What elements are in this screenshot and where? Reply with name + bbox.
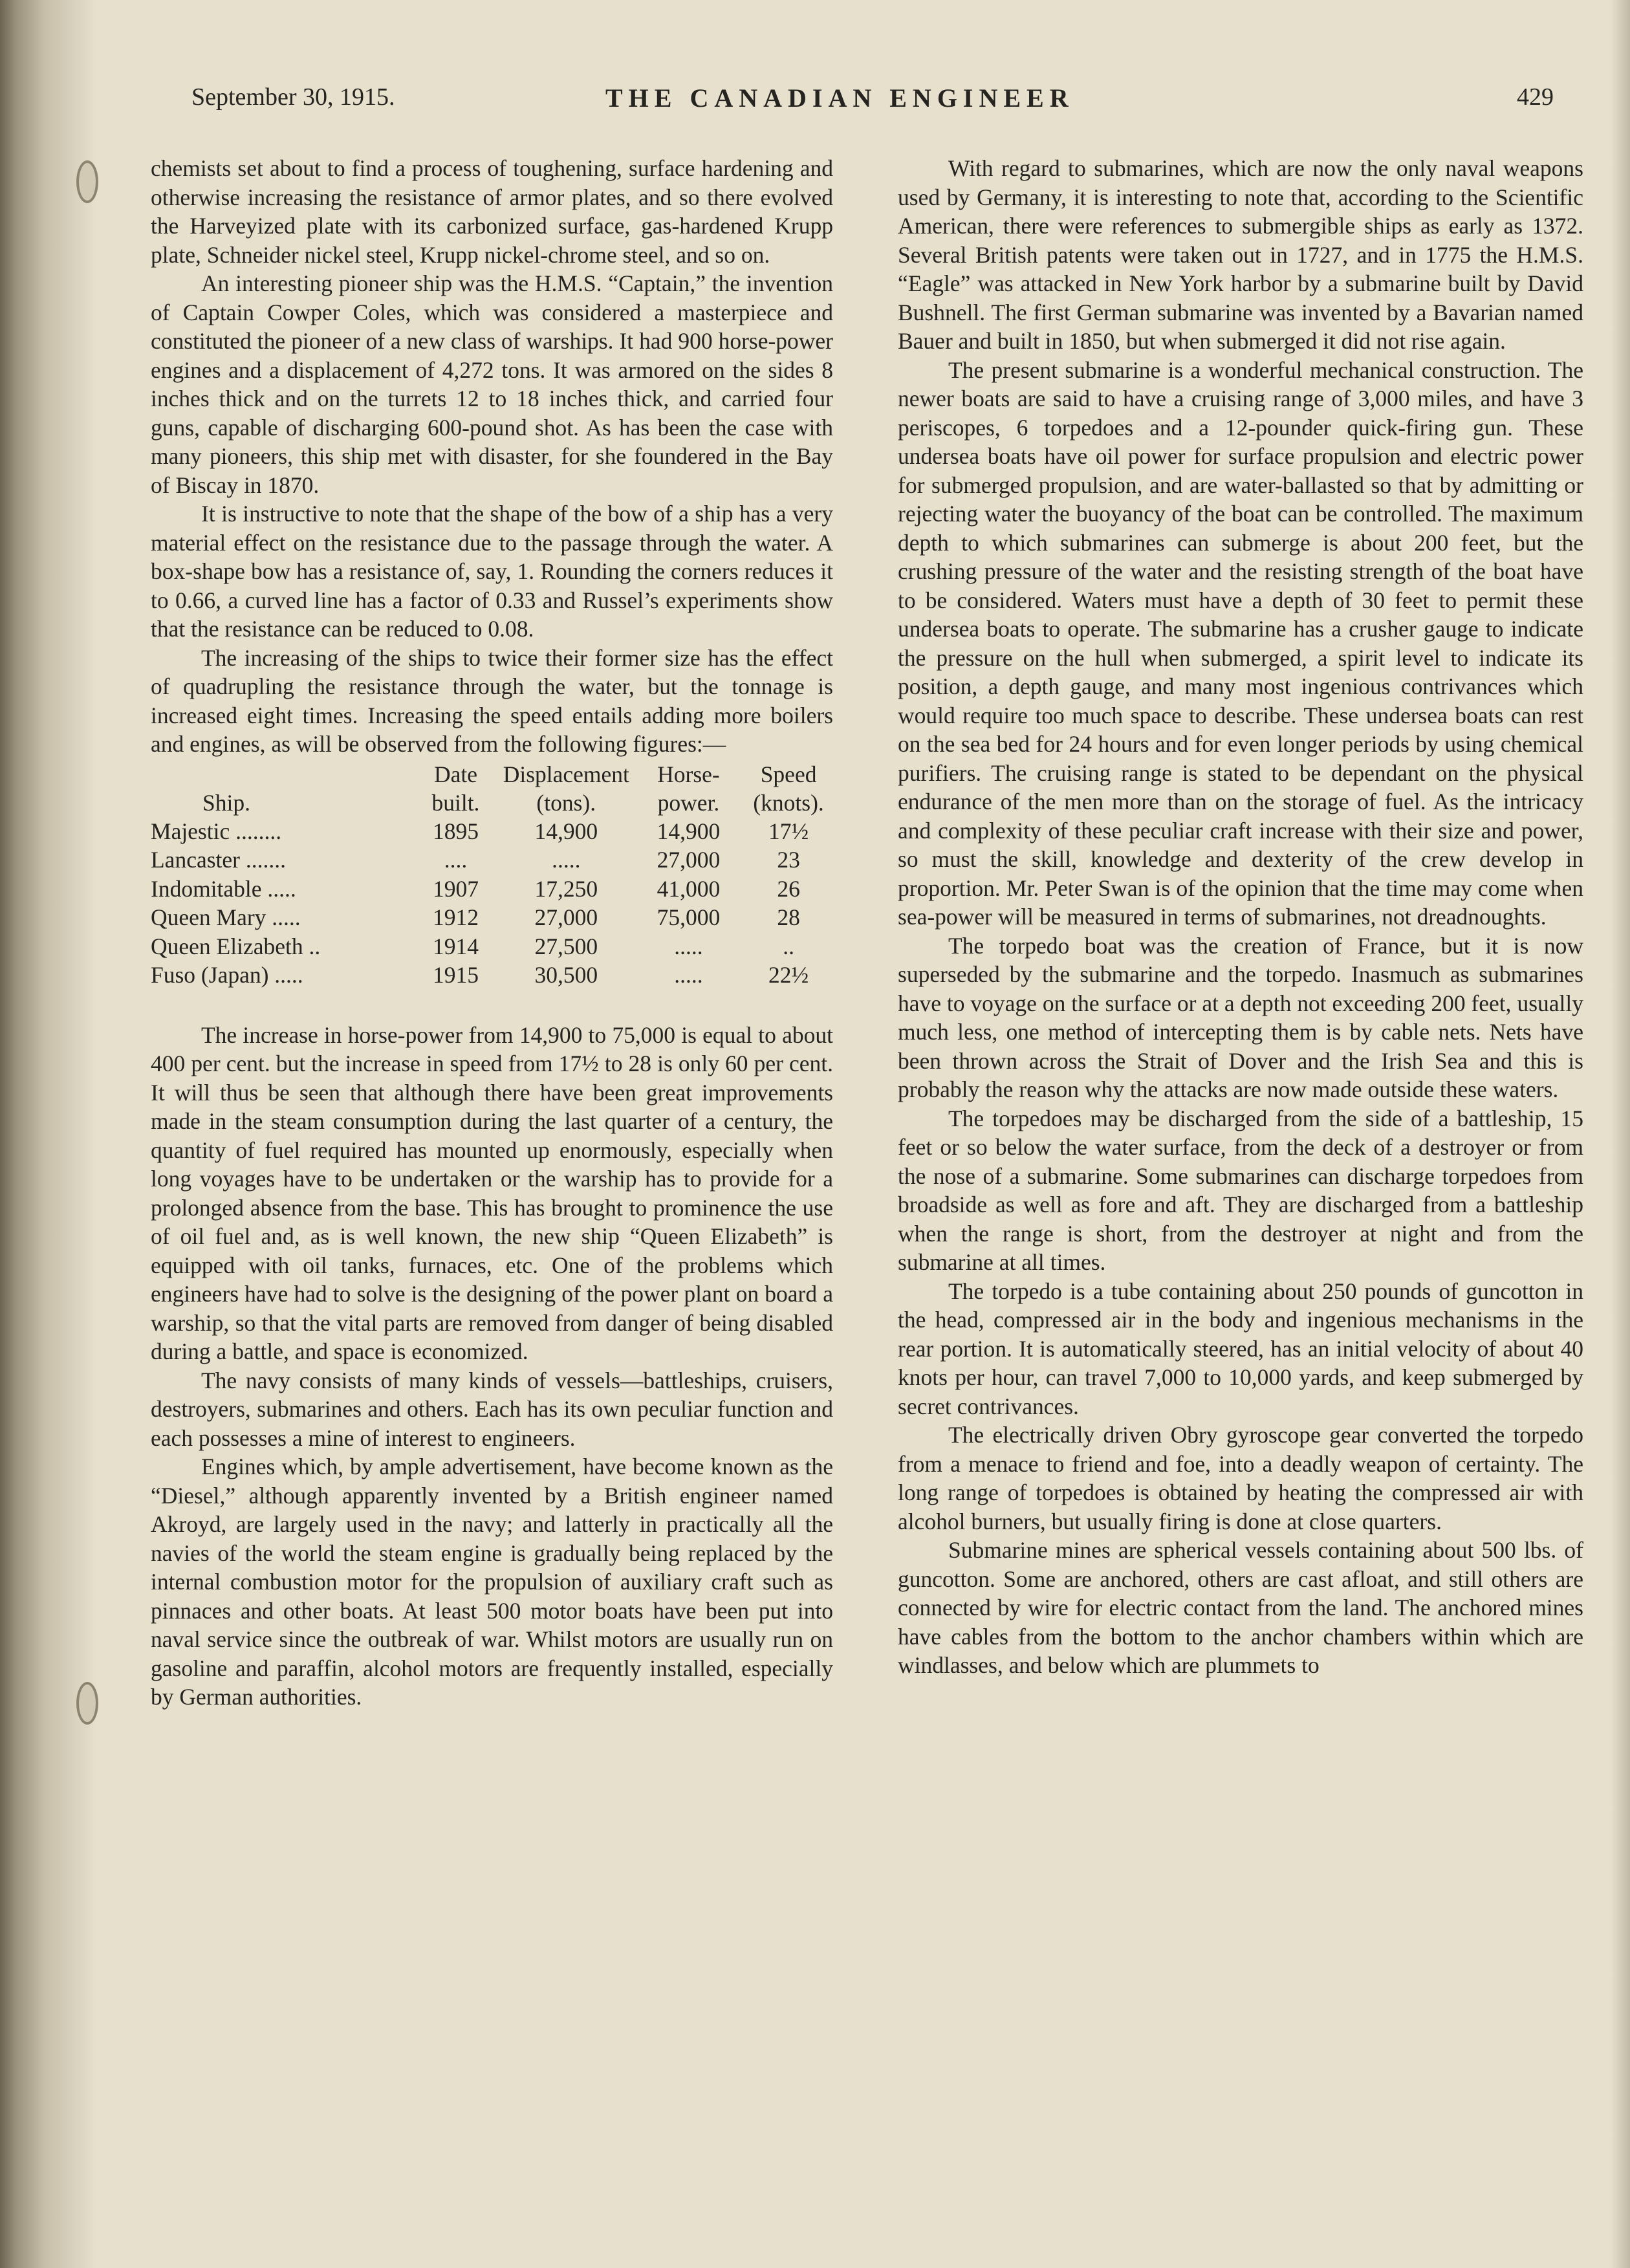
cell-horse-power: ..... bbox=[674, 933, 703, 959]
cell-displacement: 30,500 bbox=[534, 962, 598, 988]
page-number: 429 bbox=[1517, 83, 1554, 111]
cell-built: .... bbox=[444, 847, 468, 873]
right-paragraph-3: The torpedo boat was the creation of France, but it is now superseded by the submarine and the torpedo. Inasmuch as submarines have to voyage on the surface or at a depth not exceeding 200 feet, usually much less, one method of intercepting them is by cable nets. Nets have been thrown across the Strait of Dover and the Irish Sea and this is probably the reason why the attacks are now made outside these waters. bbox=[898, 932, 1583, 1102]
right-paragraph-7: Submarine mines are spherical vessels containing about 500 lbs. of guncotton. Some are anchored, others are cast afloat, and still others are connected by wire for electric contact from the land. The anchored mines have cables from the bottom to the anchor chambers within which are windlasses, and below which are plummets to bbox=[898, 1537, 1583, 1678]
running-header bbox=[191, 83, 1563, 122]
cell-ship: Majestic ........ bbox=[151, 818, 282, 844]
cell-speed: 26 bbox=[777, 875, 800, 902]
cell-speed: 22½ bbox=[768, 962, 809, 988]
cell-displacement: ..... bbox=[552, 847, 581, 873]
table-row bbox=[151, 845, 833, 875]
left-paragraph-7: Engines which, by ample advertisement, have become known as the “Diesel,” although apparently invented by a British engineer named Akroyd, are largely used in the navy; and latterly in practically all the navies of the world the steam engine is gradually being replaced by the internal combustion motor for the propulsion of auxiliary craft such as pinnaces and other boats. At least 500 motor boats have been put into naval service since the outbreak of war. Whilst motors are usually run on gasoline and paraffin, alcohol motors are frequently installed, especially by German authorities. bbox=[151, 1454, 833, 1710]
cell-horse-power: 41,000 bbox=[657, 875, 721, 902]
binding-hole-top bbox=[76, 160, 98, 203]
table-row bbox=[151, 932, 833, 961]
left-column bbox=[151, 154, 833, 1712]
left-paragraph-4: The increasing of the ships to twice their former size has the effect of quadrupling the resistance through the water, but the tonnage is increased eight times. Increasing the speed entails adding more boilers and engines, as will be observed from the following figures:— bbox=[151, 644, 833, 757]
right-paragraph-6: The electrically driven Obry gyroscope gear converted the torpedo from a menace to friend and foe, into a deadly weapon of certainty. The long range of torpedoes is obtained by heating the compressed air with alcohol burners, but usually firing is done at close quarters. bbox=[898, 1422, 1583, 1534]
right-column bbox=[898, 154, 1583, 1680]
ship-figures-table bbox=[151, 760, 833, 990]
header-date: September 30, 1915. bbox=[191, 83, 395, 111]
col-header-speed: Speed (knots). bbox=[753, 761, 824, 816]
cell-displacement: 17,250 bbox=[534, 875, 598, 902]
cell-displacement: 14,900 bbox=[534, 818, 598, 844]
book-spine-shadow bbox=[0, 0, 97, 2268]
cell-speed: 28 bbox=[777, 904, 800, 930]
cell-ship: Queen Elizabeth .. bbox=[151, 933, 321, 959]
cell-ship: Indomitable ..... bbox=[151, 875, 296, 902]
table-row bbox=[151, 817, 833, 846]
right-paragraph-2: The present submarine is a wonderful mechanical construction. The newer boats are said to have a cruising range of 3,000 miles, and have 3 periscopes, 6 torpedoes and a 12-pounder quick-firing gun. These undersea boats have oil power for surface propulsion and electric power for submerged propulsion, and are water-ballasted so that by admitting or rejecting water the buoyancy of the boat can be controlled. The maximum depth to which submarines can submerge is about 200 feet, but the crushing pressure of the water and the resisting strength of the boat have to be considered. Waters must have a depth of 30 feet to permit these undersea boats to operate. The submarine has a crusher gauge to indicate the pressure on the hull when submerged, a spirit level to indicate its position, a depth gauge, and many most ingenious contrivances which would require too much space to describe. These undersea boats can rest on the sea bed for 24 hours and for even longer periods by using chemical purifiers. The cruising range is stated to be dependant on the physical endurance of the men more than on the storage of fuel. As the intricacy and complexity of these peculiar craft increase with their size and power, so must the skill, knowledge and dexterity of the crew develop in proportion. Mr. Peter Swan is of the opinion that the time may come when sea-power will be measured in terms of submarines, not dreadnoughts. bbox=[898, 356, 1583, 930]
cell-displacement: 27,000 bbox=[534, 904, 598, 930]
cell-ship: Lancaster ....... bbox=[151, 847, 286, 873]
binding-hole-bottom bbox=[76, 1682, 98, 1725]
page-edge-shadow bbox=[1611, 0, 1630, 2268]
cell-built: 1907 bbox=[432, 875, 479, 902]
table-row bbox=[151, 903, 833, 932]
cell-horse-power: 14,900 bbox=[657, 818, 721, 844]
col-header-ship: Ship. bbox=[202, 789, 250, 816]
cell-speed: 17½ bbox=[768, 818, 809, 844]
cell-ship: Fuso (Japan) ..... bbox=[151, 962, 303, 988]
table-header-row bbox=[151, 760, 833, 817]
right-paragraph-1: With regard to submarines, which are now the only naval weapons used by Germany, it is interesting to note that, according to the Scientific American, there were references to submergible ships as early as 1372. Several British patents were taken out in 1727, and in 1775 the H.M.S. “Eagle” was attacked in New York harbor by a submarine built by David Bushnell. The first German submarine was invented by a Bavarian named Bauer and built in 1850, but when submerged it did not rise again. bbox=[898, 155, 1583, 354]
col-header-displacement: Displacement (tons). bbox=[503, 761, 629, 816]
table-row bbox=[151, 875, 833, 904]
journal-title: THE CANADIAN ENGINEER bbox=[605, 83, 1074, 113]
col-header-horse-power: Horse-power. bbox=[657, 761, 720, 816]
right-paragraph-5: The torpedo is a tube containing about 250 pounds of guncotton in the head, compressed air in the body and ingenious mechanisms in the rear portion. It is automatically steered, has an initial velocity of about 40 knots per hour, can travel 7,000 to 10,000 yards, and keep submerged by secret contrivances. bbox=[898, 1278, 1583, 1419]
cell-horse-power: 27,000 bbox=[657, 847, 721, 873]
cell-horse-power: ..... bbox=[674, 962, 703, 988]
cell-displacement: 27,500 bbox=[534, 933, 598, 959]
cell-speed: 23 bbox=[777, 847, 800, 873]
cell-built: 1914 bbox=[432, 933, 479, 959]
cell-built: 1895 bbox=[432, 818, 479, 844]
left-paragraph-3: It is instructive to note that the shape of the bow of a ship has a very material effect on the resistance due to the passage through the water. A box-shape bow has a resistance of, say, 1. Rounding the corners reduces it to 0.66, a curved line has a factor of 0.33 and Russel’s experiments show that the resistance can be reduced to 0.08. bbox=[151, 501, 833, 642]
right-paragraph-4: The torpedoes may be discharged from the side of a battleship, 15 feet or so below the water surface, from the deck of a destroyer or from the nose of a submarine. Some submarines can discharge torpedoes from broadside as well as fore and aft. They are discharged from a battleship when the range is short, from the destroyer at night and from the submarine at all times. bbox=[898, 1105, 1583, 1275]
cell-speed: .. bbox=[783, 933, 794, 959]
cell-horse-power: 75,000 bbox=[657, 904, 721, 930]
left-paragraph-2: An interesting pioneer ship was the H.M.S. “Captain,” the invention of Captain Cowper Coles, which was considered a masterpiece and constituted the pioneer of a new class of warships. It had 900 horse-power engines and a displacement of 4,272 tons. It was armored on the sides 8 inches thick and on the turrets 12 to 18 inches thick, and carried four guns, capable of discharging 600-pound shot. As has been the case with many pioneers, this ship met with disaster, for she foundered in the Bay of Biscay in 1870. bbox=[151, 270, 833, 498]
left-paragraph-6: The navy consists of many kinds of vessels—battleships, cruisers, destroyers, submarines and others. Each has its own peculiar function and each possesses a mine of interest to engineers. bbox=[151, 1367, 833, 1451]
cell-ship: Queen Mary ..... bbox=[151, 904, 301, 930]
left-paragraph-5: The increase in horse-power from 14,900 to 75,000 is equal to about 400 per cent. but the increase in speed from 17½ to 28 is only 60 per cent. It will thus be seen that although there have been great improvements made in the steam consumption during the last quarter of a century, the quantity of fuel required has mounted up enormously, especially when long voyages have to be undertaken or the warship has to provide for a prolonged absence from the base. This has brought to prominence the use of oil fuel and, as is well known, the new ship “Queen Elizabeth” is equipped with oil tanks, furnaces, etc. One of the problems which engineers have had to solve is the designing of the power plant on board a warship, so that the vital parts are removed from danger of being disabled during a battle, and space is economized. bbox=[151, 1021, 833, 1364]
table-row bbox=[151, 961, 833, 990]
cell-built: 1912 bbox=[432, 904, 479, 930]
col-header-date-built: Date built. bbox=[431, 761, 480, 816]
left-paragraph-1: chemists set about to find a process of toughening, surface hardening and otherwise increasing the resistance of armor plates, and so there evolved the Harveyized plate with its carbonized surface, gas-hardened Krupp plate, Schneider nickel steel, Krupp nickel-chrome steel, and so on. bbox=[151, 155, 833, 268]
cell-built: 1915 bbox=[432, 962, 479, 988]
